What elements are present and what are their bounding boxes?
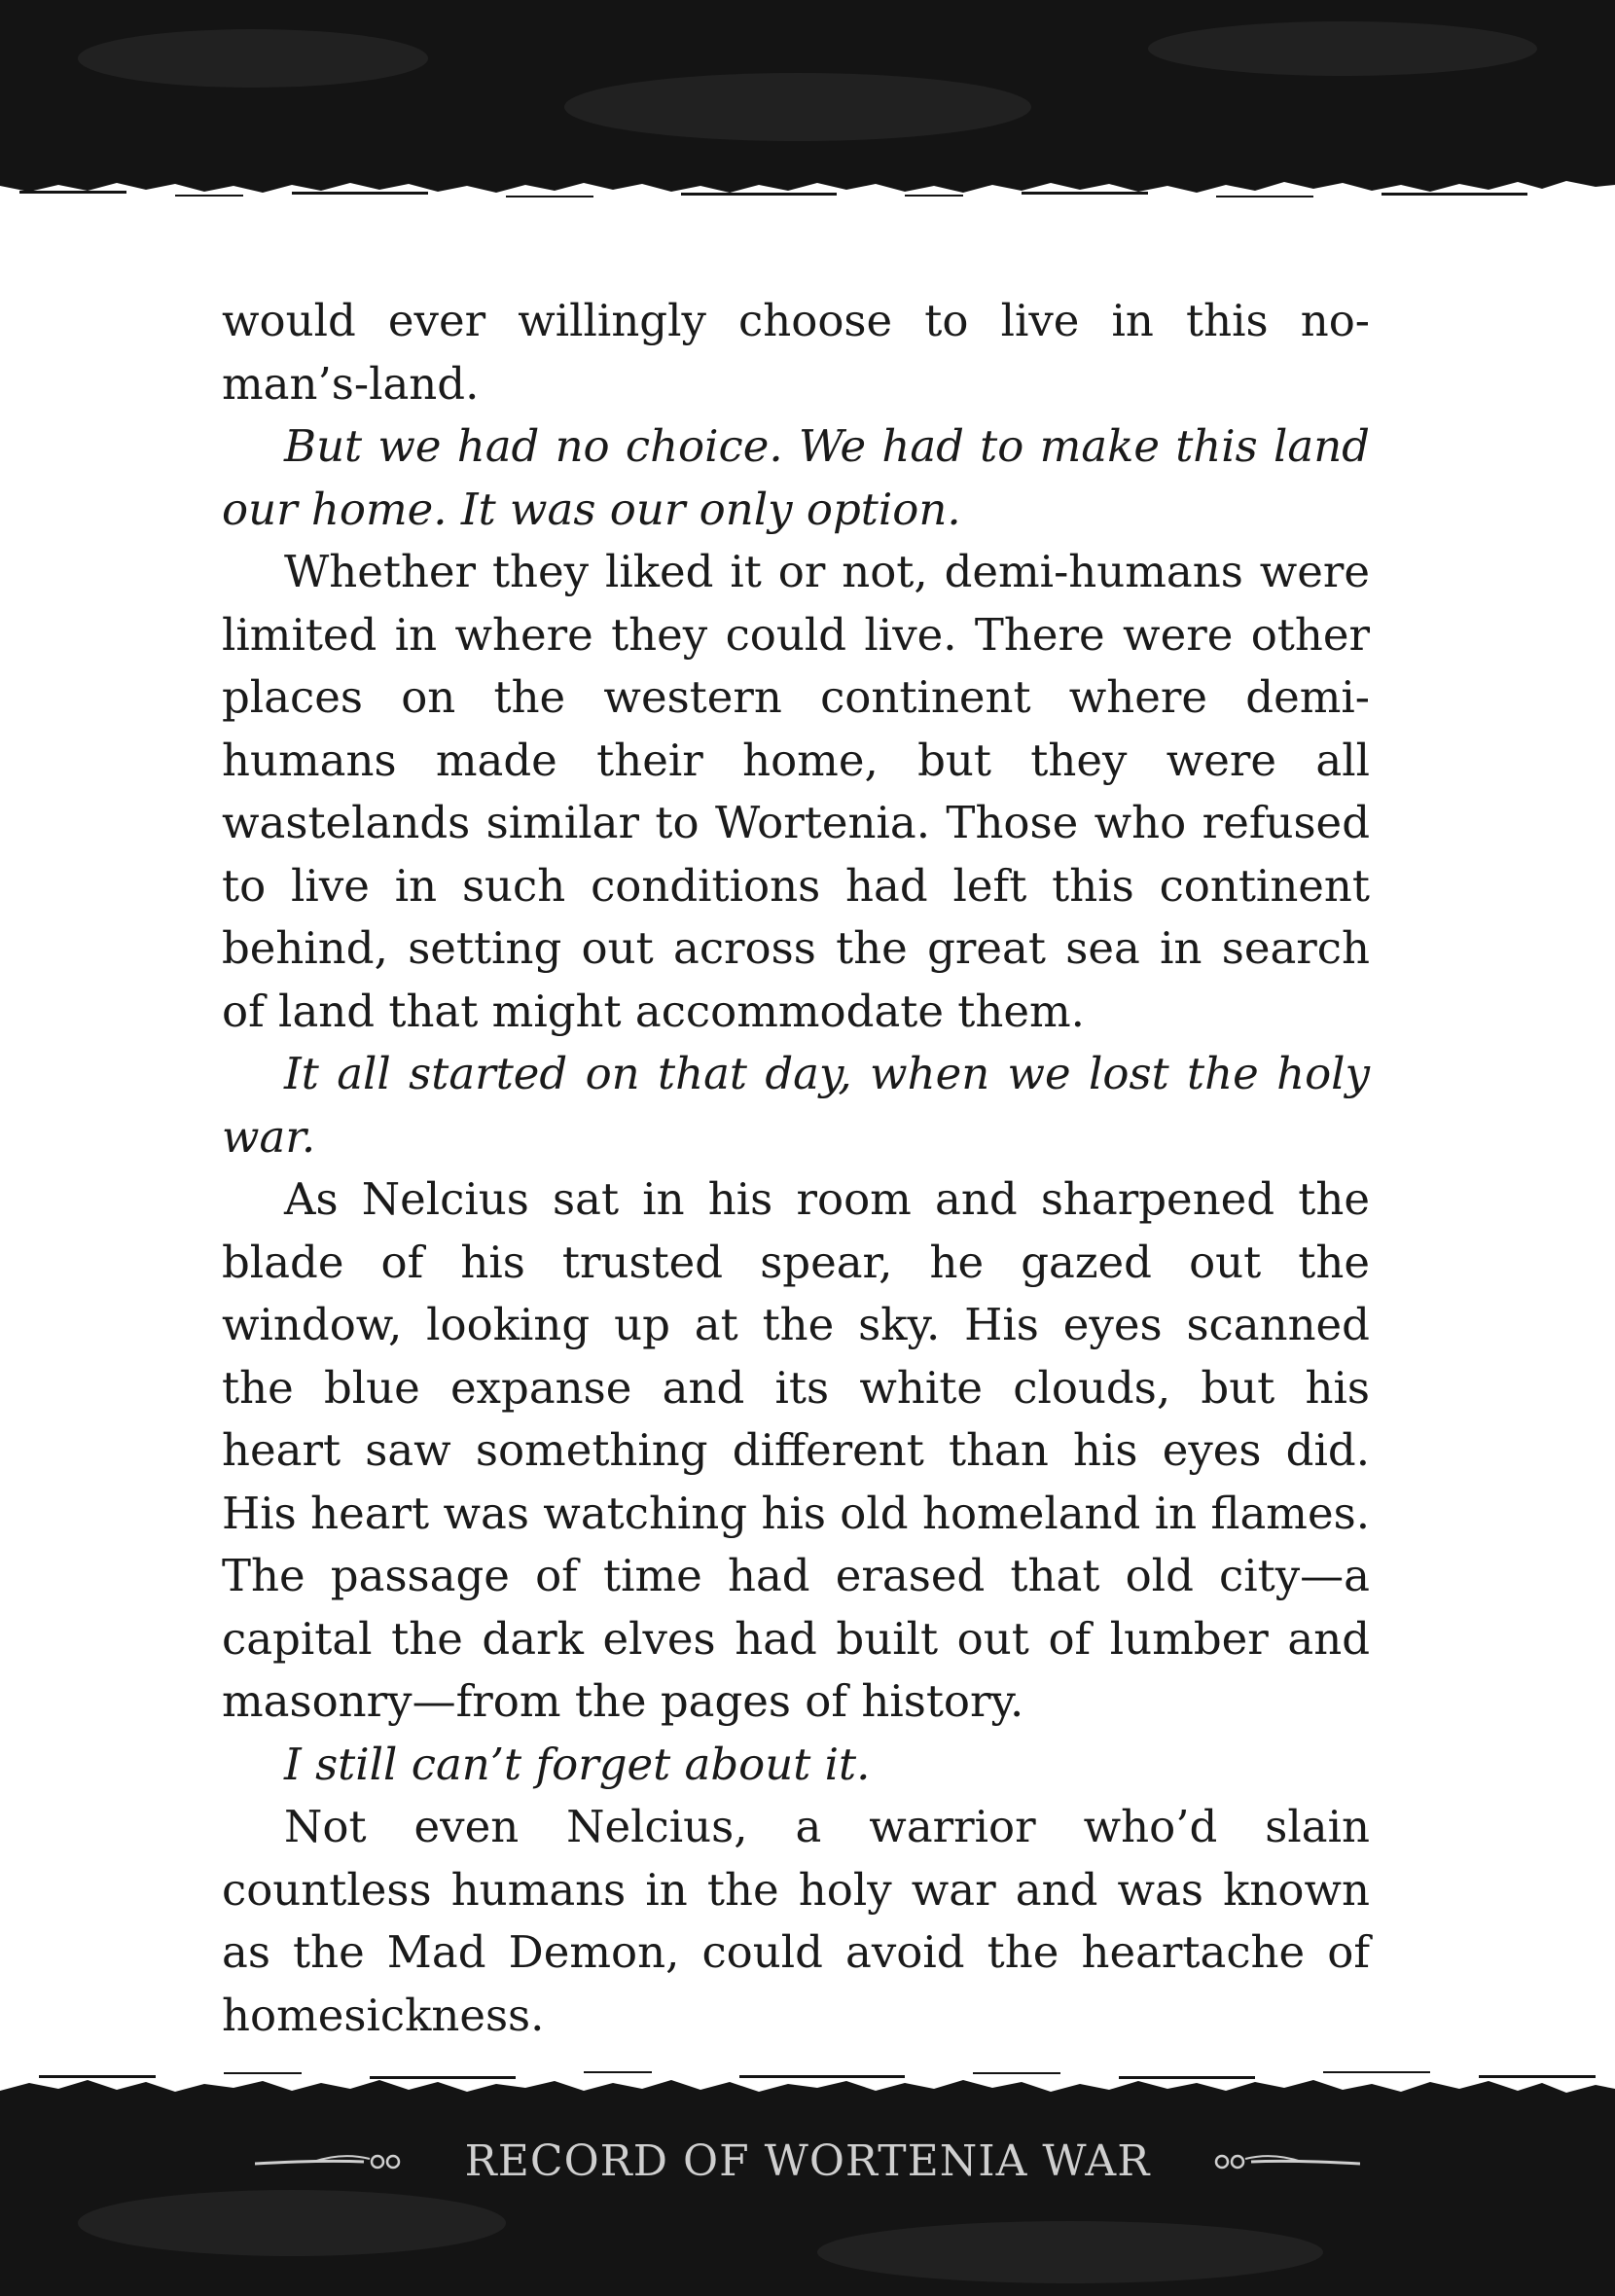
paragraph-4-thought: It all started on that day, when we lost the holy war. <box>222 1048 1370 1163</box>
top-grunge-band <box>0 0 1615 209</box>
footer-book-title: RECORD OF WORTENIA WAR <box>464 2136 1151 2186</box>
paragraph-7: Not even Nelcius, a warrior who’d slain countless humans in the holy war and was known as the Mad Demon, could avoid the heartache of homesickness. <box>222 1801 1370 2041</box>
paragraph-6-thought: I still can’t forget about it. <box>284 1738 871 1790</box>
paragraph-2-thought: But we had no choice. We had to make this land our home. It was our only option. <box>222 420 1370 535</box>
paragraph-5: As Nelcius sat in his room and sharpened the blade of his trusted spear, he gazed out the window, looking up at the sky. His eyes scanned the blue expanse and its white clouds, but his heart saw something different than his eyes did. His heart was watching his old homeland in flames. The passage of time had erased that old city—a capital the dark elves had built out of lumber and masonry—from the pages of history. <box>222 1173 1370 1727</box>
paragraph-3: Whether they liked it or not, demi-humans were limited in where they could live. There were other places on the western continent where demi-humans made their home, but they were all wastelands similar to Wortenia. Those who refused to live in such conditions had left this continent behind, setting out across the great sea in search of land that might accommodate them. <box>222 546 1370 1037</box>
flourish-left-icon <box>255 2133 411 2191</box>
paragraph-1: would ever willingly choose to live in this no-man’s-land. <box>222 295 1370 410</box>
running-footer <box>0 2133 1615 2191</box>
flourish-right-icon <box>1204 2133 1360 2191</box>
body-text <box>222 290 1370 2047</box>
